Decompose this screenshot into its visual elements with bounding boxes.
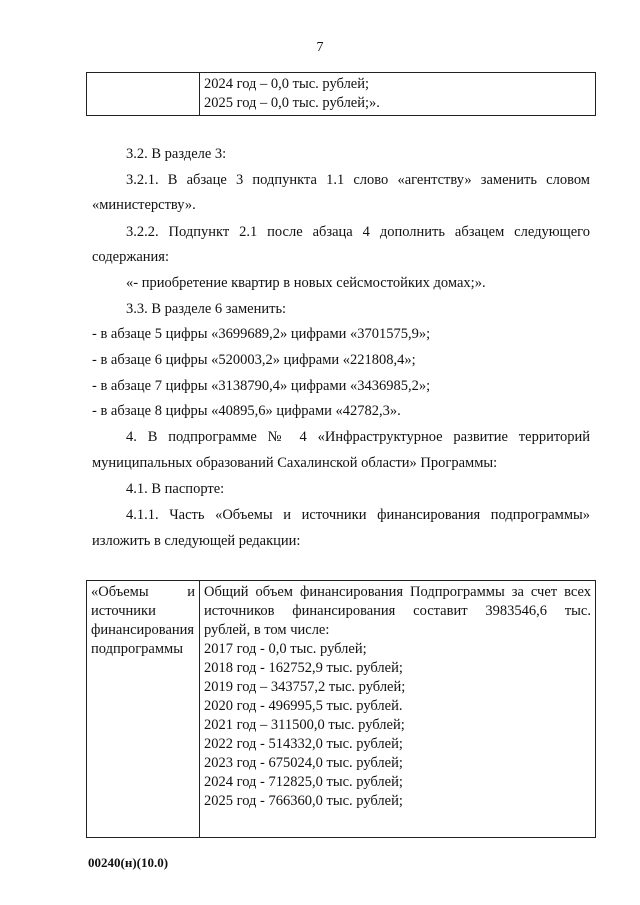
paragraph: «министерству».	[92, 197, 196, 213]
paragraph: «- приобретение квартир в новых сейсмостойких домах;».	[126, 275, 486, 291]
top-table-line: 2025 год – 0,0 тыс. рублей;».	[204, 95, 380, 111]
passport-text-line: 2024 год - 712825,0 тыс. рублей;	[204, 774, 403, 790]
paragraph: - в абзаце 6 цифры «520003,2» цифрами «221808,4»;	[92, 352, 416, 368]
paragraph: 3.2.1. В абзаце 3 подпункта 1.1 слово «агентству» заменить словом	[126, 172, 590, 188]
passport-text-line: 2018 год - 162752,9 тыс. рублей;	[204, 660, 403, 676]
passport-text-line: 2025 год - 766360,0 тыс. рублей;	[204, 793, 403, 809]
passport-text-line: рублей, в том числе:	[204, 622, 330, 638]
passport-text-line: 2017 год - 0,0 тыс. рублей;	[204, 641, 367, 657]
passport-label-line: подпрограммы	[91, 641, 183, 657]
top-table-empty-cell	[87, 73, 200, 116]
paragraph: 3.3. В разделе 6 заменить:	[126, 301, 287, 317]
passport-text-line: источников финансирования составит 3983546,6 тыс.	[204, 603, 591, 619]
top-table-line: 2024 год – 0,0 тыс. рублей;	[204, 76, 370, 92]
paragraph: 3.2.2. Подпункт 2.1 после абзаца 4 дополнить абзацем следующего	[126, 224, 590, 240]
page-number: 7	[316, 40, 324, 55]
passport-text-line: Общий объем финансирования Подпрограммы за счет всех	[204, 584, 591, 600]
paragraph: - в абзаце 8 цифры «40895,6» цифрами «42782,3».	[92, 403, 401, 419]
passport-text-line: 2023 год - 675024,0 тыс. рублей;	[204, 755, 403, 771]
top-table-text-cell	[200, 73, 596, 116]
passport-text-line: 2020 год - 496995,5 тыс. рублей.	[204, 698, 403, 714]
paragraph: - в абзаце 7 цифры «3138790,4» цифрами «3436985,2»;	[92, 378, 431, 394]
passport-text-line: 2022 год - 514332,0 тыс. рублей;	[204, 736, 403, 752]
passport-table	[86, 580, 596, 838]
footer-code: 00240(н)(10.0)	[88, 855, 169, 870]
passport-text-line: 2019 год – 343757,2 тыс. рублей;	[204, 679, 406, 695]
paragraph: 4.1. В паспорте:	[126, 481, 225, 497]
passport-label-line: и	[187, 584, 195, 600]
passport-text-line: 2021 год – 311500,0 тыс. рублей;	[204, 717, 405, 733]
paragraph: 3.2. В разделе 3:	[126, 146, 227, 162]
passport-label-line: «Объемы	[91, 584, 149, 600]
paragraph: - в абзаце 5 цифры «3699689,2» цифрами «3701575,9»;	[92, 326, 431, 342]
passport-text-cell	[200, 581, 596, 838]
paragraph: муниципальных образований Сахалинской области» Программы:	[92, 455, 498, 471]
paragraph: 4.1.1. Часть «Объемы и источники финансирования подпрограммы»	[126, 507, 590, 523]
paragraph: 4. В подпрограмме № 4 «Инфраструктурное развитие территорий	[126, 429, 590, 445]
top-table	[86, 72, 596, 116]
passport-label-cell	[87, 581, 200, 838]
passport-label-line: финансирования	[91, 622, 195, 638]
passport-label-line: источники	[91, 603, 156, 619]
paragraph: содержания:	[92, 249, 170, 265]
paragraph: изложить в следующей редакции:	[92, 533, 301, 549]
